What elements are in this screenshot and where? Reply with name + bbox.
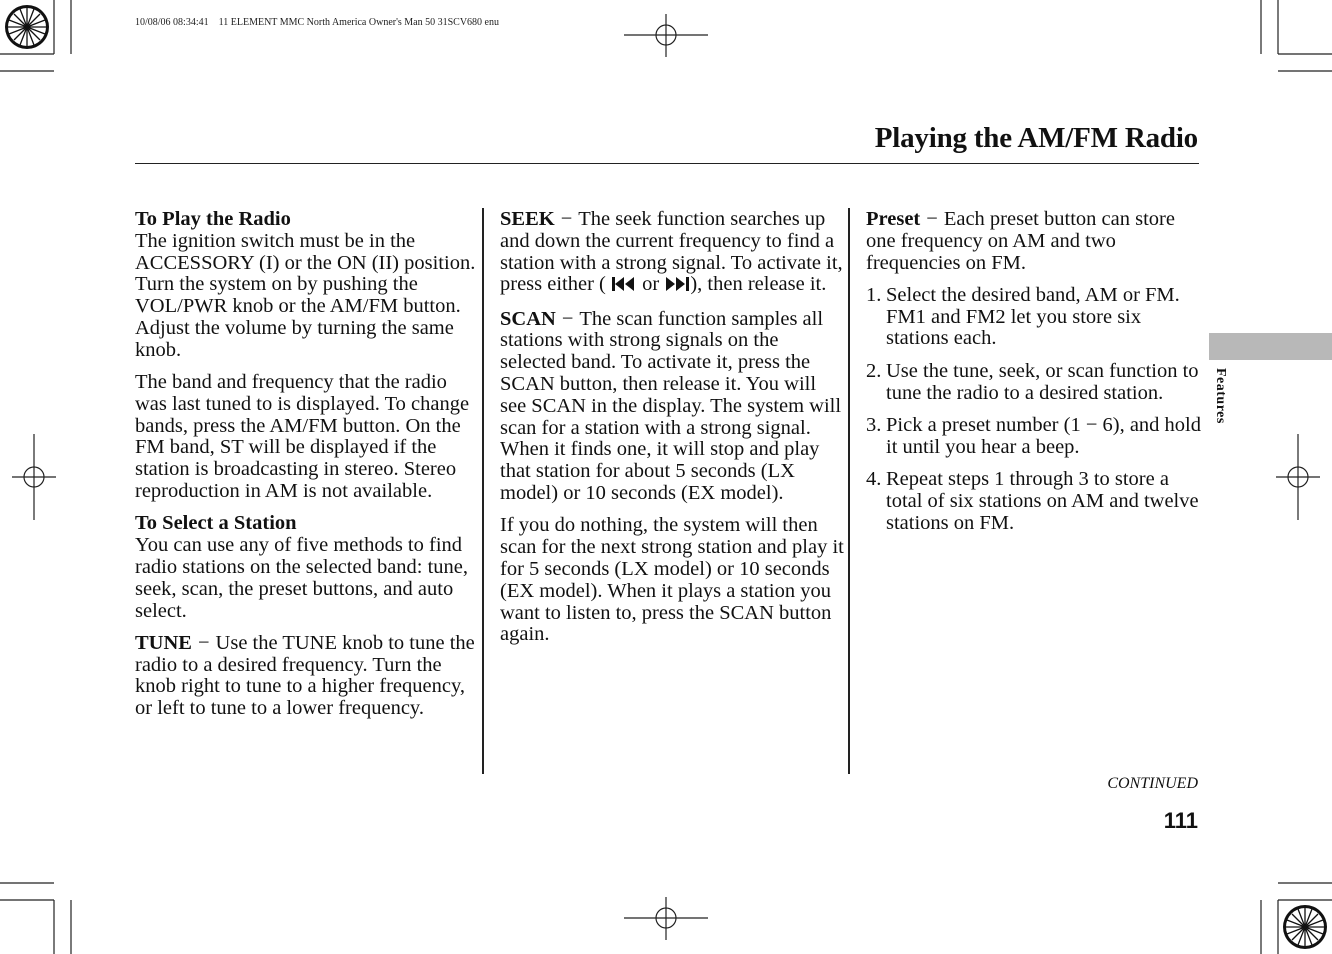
dash: − <box>561 307 574 330</box>
step-text: Pick a preset number (1 − 6), and hold it until you hear a beep. <box>886 413 1201 458</box>
column-divider <box>482 208 484 774</box>
column-3 <box>866 209 1206 545</box>
tune-text: Use the TUNE knob to tune the radio to a desired frequency. Turn the knob right to tune to a higher frequency, or left to tune to a lower frequency. <box>135 631 475 720</box>
step-number: 2. <box>866 359 882 382</box>
list-item <box>866 415 1206 459</box>
heading-to-play-radio: To Play the Radio <box>135 208 291 230</box>
dash: − <box>197 631 210 654</box>
paragraph-preset <box>866 209 1206 274</box>
step-number: 3. <box>866 413 882 436</box>
paragraph-ignition: The ignition switch must be in the ACCESSORY (I) or the ON (II) position. Turn the system on by pushing the VOL/PWR knob or the AM/FM button. Adjust the volume by turning the same knob. <box>135 229 476 361</box>
seek-or: or <box>642 273 660 296</box>
scan-text: The scan function samples all stations with strong signals on the selected band. To activate it, press the SCAN button, then release it. You will see SCAN in the display. The system will scan for a station with a strong signal. When it finds one, it will stop and play that station for about 5 seconds (LX model) or 10 seconds (EX model). <box>500 307 842 505</box>
seek-text-b: ), then release it. <box>690 273 827 296</box>
step-text: Repeat steps 1 through 3 to store a total of six stations on AM and twelve stations on FM. <box>886 467 1199 534</box>
section-select-station <box>135 513 480 622</box>
step-number: 4. <box>866 467 882 490</box>
paragraph-scan <box>500 309 845 505</box>
heading-select-station: To Select a Station <box>135 512 297 535</box>
preset-steps-list <box>866 285 1206 534</box>
list-item <box>866 469 1206 534</box>
preset-text: Each preset button can store one frequency on AM and two frequencies on FM. <box>866 208 1175 274</box>
section-to-play-radio <box>135 209 480 362</box>
paragraph-tune <box>135 633 480 720</box>
preset-label: Preset <box>866 208 921 230</box>
step-text: Select the desired band, AM or FM. FM1 and FM2 let you store six stations each. <box>886 283 1180 350</box>
step-number: 1. <box>866 283 882 306</box>
page-number: 111 <box>1163 808 1198 833</box>
tune-label: TUNE <box>135 631 192 654</box>
step-text: Use the tune, seek, or scan function to tune the radio to a desired station. <box>886 359 1199 404</box>
column-divider <box>848 208 850 774</box>
side-tab <box>1209 333 1332 360</box>
page-title: Playing the AM/FM Radio <box>874 122 1198 154</box>
title-rule <box>135 163 1199 164</box>
paragraph-band-frequency: The band and frequency that the radio was last tuned to is displayed. To change bands, press the AM/FM button. On the FM band, ST will be displayed if the station is broadcasting in stereo. Stereo reproduction in AM is not available. <box>135 371 470 503</box>
dash: − <box>560 208 573 230</box>
seek-label: SEEK <box>500 208 555 230</box>
seek-text-a: The seek function searches up and down the current frequency to find a station with a strong signal. To activate it, press either ( <box>500 208 843 296</box>
dash: − <box>926 208 938 230</box>
scan-label: SCAN <box>500 307 556 330</box>
list-item <box>866 361 1206 405</box>
paragraph-seek <box>500 209 845 298</box>
continued-label: CONTINUED <box>1107 775 1198 792</box>
paragraph-do-nothing: If you do nothing, the system will then scan for the next strong station and play it for 5 seconds (LX model) or 10 seconds (EX model). When it plays a station you want to listen to, press the SCAN button again. <box>500 514 844 646</box>
print-info: 10/08/06 08:34:41 11 ELEMENT MMC North America Owner's Man 50 31SCV680 enu <box>135 17 499 28</box>
list-item <box>866 285 1206 350</box>
paragraph-five-methods: You can use any of five methods to find radio stations on the selected band: tune, seek, scan, the preset buttons, and auto select. <box>135 534 469 622</box>
skip-forward-icon <box>664 276 690 298</box>
column-2 <box>500 209 845 657</box>
skip-back-icon <box>611 276 637 298</box>
side-tab-label: Features <box>1213 368 1228 424</box>
column-1 <box>135 209 480 731</box>
